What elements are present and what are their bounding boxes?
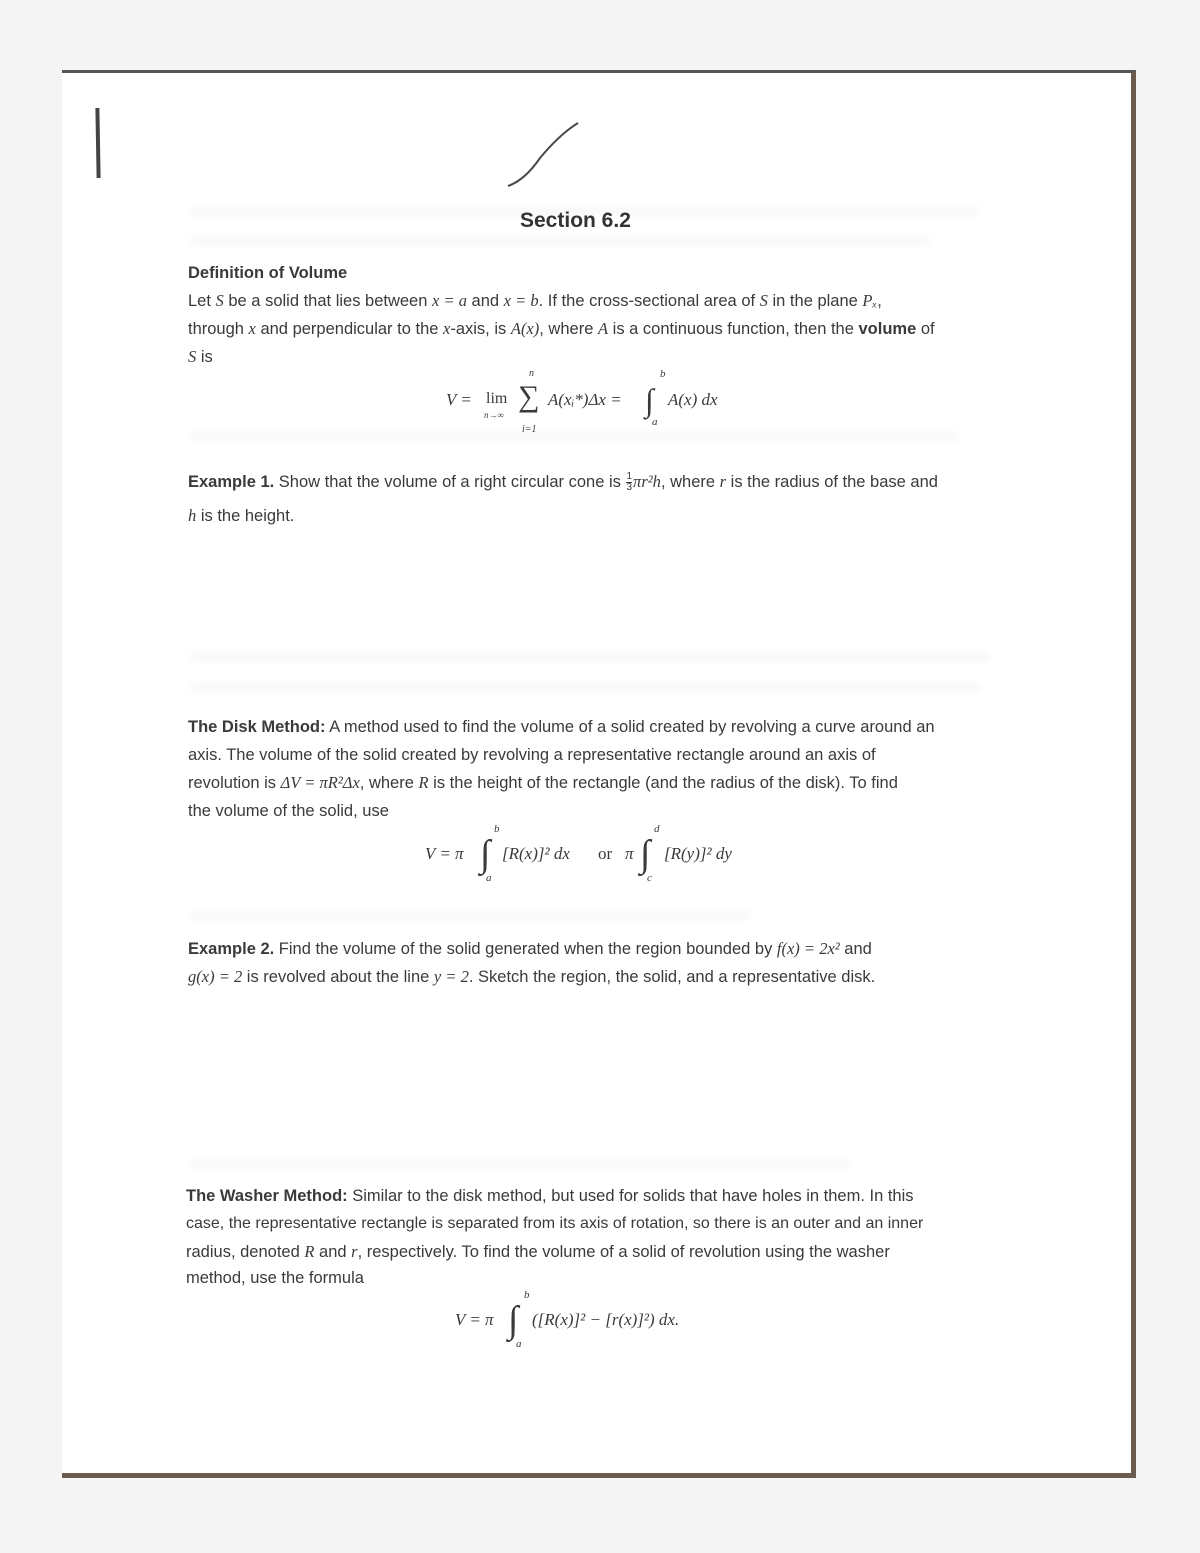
definition-line-2: through x and perpendicular to the x-axis, is A(x), where A is a continuous function, then the volume of bbox=[188, 319, 935, 338]
formula-lhs: V = π bbox=[425, 844, 464, 863]
sum-upper-bound: n bbox=[529, 368, 534, 379]
integral-lower-bound: a bbox=[652, 416, 658, 428]
integrand: A(x) dx bbox=[668, 390, 718, 409]
integral-symbol: ∫ bbox=[645, 382, 654, 418]
formula-lhs: V = bbox=[446, 390, 472, 409]
formula-lhs: V = π bbox=[455, 1310, 494, 1329]
integral-upper-bound: b bbox=[494, 823, 500, 835]
bleed-through bbox=[190, 682, 980, 692]
integral-upper-bound: b bbox=[524, 1289, 530, 1301]
limit-operator: lim bbox=[486, 390, 508, 407]
integral-symbol: ∫ bbox=[480, 833, 491, 875]
integrand: [R(x)]² dx bbox=[502, 844, 570, 863]
example-2-line-1: Example 2. Find the volume of the solid generated when the region bounded by f(x) = 2x² and bbox=[188, 939, 872, 958]
integrand: [R(y)]² dy bbox=[664, 844, 732, 863]
bleed-through bbox=[190, 910, 750, 920]
integral-upper-bound: d bbox=[654, 823, 660, 835]
example-1-line-2: h is the height. bbox=[188, 506, 295, 525]
integrand: ([R(x)]² − [r(x)]²) dx. bbox=[532, 1310, 680, 1329]
integral-symbol: ∫ bbox=[508, 1299, 519, 1341]
fraction: $\frac{1}{3}$ bbox=[626, 471, 633, 494]
integral-upper-bound: b bbox=[660, 368, 666, 380]
bleed-through bbox=[190, 432, 960, 442]
washer-method-line-1: The Washer Method: Similar to the disk method, but used for solids that have holes in them. In this bbox=[186, 1187, 914, 1205]
integral-symbol: ∫ bbox=[640, 833, 651, 875]
sigma-symbol: ∑ bbox=[518, 380, 540, 413]
bleed-through bbox=[190, 236, 930, 246]
summand: A(xᵢ*)Δx = bbox=[548, 390, 622, 409]
washer-method-line-4: method, use the formula bbox=[186, 1269, 364, 1287]
bleed-through bbox=[190, 652, 990, 662]
disk-method-line-3: revolution is ΔV = πR²Δx, where R is the height of the rectangle (and the radius of the disk). To find bbox=[188, 773, 898, 792]
definition-line-1: Let S be a solid that lies between x = a and x = b. If the cross-sectional area of S in the plane Pₓ, bbox=[188, 291, 882, 310]
page-title: Section 6.2 bbox=[520, 209, 631, 232]
pi-symbol: π bbox=[625, 844, 634, 863]
example-2-line-2: g(x) = 2 is revolved about the line y = 2. Sketch the region, the solid, and a representative disk. bbox=[188, 967, 876, 986]
integral-lower-bound: a bbox=[486, 872, 492, 884]
definition-heading: Definition of Volume bbox=[188, 264, 348, 282]
sum-lower-bound: i=1 bbox=[522, 424, 537, 435]
disk-method-line-2: axis. The volume of the solid created by revolving a representative rectangle around an axis of bbox=[188, 746, 876, 764]
disk-method-line-1: The Disk Method: A method used to find the volume of a solid created by revolving a curve around an bbox=[188, 718, 935, 736]
integral-lower-bound: c bbox=[647, 872, 652, 884]
washer-method-line-3: radius, denoted R and r, respectively. To find the volume of a solid of revolution using the washer bbox=[186, 1242, 890, 1261]
washer-method-line-2: case, the representative rectangle is separated from its axis of rotation, so there is an outer and an inner bbox=[186, 1215, 924, 1232]
integral-lower-bound: a bbox=[516, 1338, 522, 1350]
check-mark-icon bbox=[505, 120, 585, 192]
disk-method-line-4: the volume of the solid, use bbox=[188, 802, 389, 820]
bleed-through bbox=[190, 1160, 850, 1170]
example-1-line-1: Example 1. Show that the volume of a right circular cone is $\frac{1}{3}$ πr²h, where r is the radius of the base and bbox=[188, 471, 938, 494]
or-text: or bbox=[598, 844, 613, 863]
limit-subscript: n→∞ bbox=[484, 410, 504, 420]
definition-line-3: S is bbox=[188, 347, 213, 366]
